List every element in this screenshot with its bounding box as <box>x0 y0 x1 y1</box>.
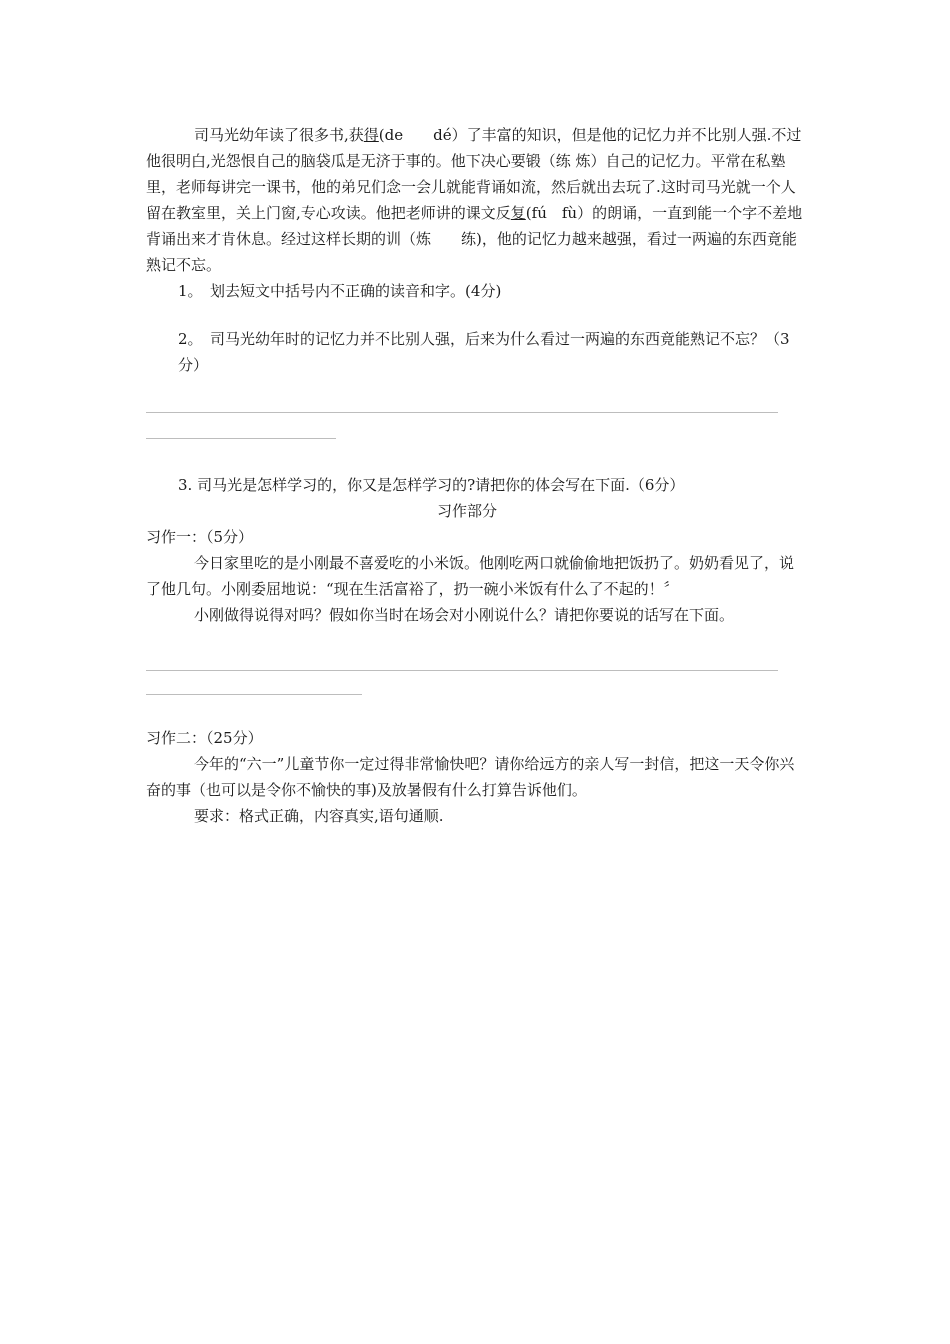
composition-2-title: 习作二：（25分） <box>146 729 263 747</box>
passage-paragraph <box>146 122 808 278</box>
composition-heading: 习作部分 <box>436 502 497 520</box>
passage-text-1: 司马光幼年读了很多书,获 <box>194 126 364 144</box>
composition-1-text: 今日家里吃的是小刚最不喜爱吃的小米饭。他刚吃两口就偷偷地把饭扔了。奶奶看见了，说了他几句。小刚委屈地说：“现在生活富裕了，扔一碗小米饭有什么了不起的！〞 <box>146 554 795 598</box>
passage-text-2: (de dé）了丰富的知识，但是他的记忆力并不比别人强.不过他很明白,光怨恨自己的脑袋瓜是无济于事的。他下决心要锻（练 炼）自己的记忆力。平常在私塾里，老师每讲完一课书，他的弟兄们念一会儿就能背诵如流，然后就出去玩了.这时司马光就一个人留在教室里，关上门窗,专心攻读。他把老师讲的课文反 <box>146 126 802 222</box>
underlined-char-de: 得 <box>363 126 379 144</box>
underlined-char-fu: 复 <box>510 204 526 222</box>
document-page <box>146 122 808 829</box>
composition-1-prompt: 小刚做得说得对吗？假如你当时在场会对小刚说什么？请把你要说的话写在下面。 <box>194 606 735 624</box>
question-2: 2。 司马光幼年时的记忆力并不比别人强，后来为什么看过一两遍的东西竟能熟记不忘？（3分） <box>178 330 790 374</box>
composition-2-text: 今年的“六一”儿童节你一定过得非常愉快吧？请你给远方的亲人写一封信，把这一天令你兴奋的事（也可以是令你不愉快的事)及放暑假有什么打算告诉他们。 <box>146 755 795 799</box>
composition-1-title: 习作一：（5分） <box>146 528 254 546</box>
question-1: 1。 划去短文中括号内不正确的读音和字。(4分) <box>178 282 502 300</box>
question-3: 3. 司马光是怎样学习的，你又是怎样学习的?请把你的体会写在下面.（6分） <box>178 476 685 494</box>
passage-text-3: (fú fù）的朗诵，一直到能一个字不差地背诵出来才肯休息。经过这样长期的训（炼 练)，他的记忆力越来越强，看过一两遍的东西竟能熟记不忘。 <box>146 204 803 274</box>
composition-2-requirements: 要求：格式正确，内容真实,语句通顺. <box>194 807 444 825</box>
